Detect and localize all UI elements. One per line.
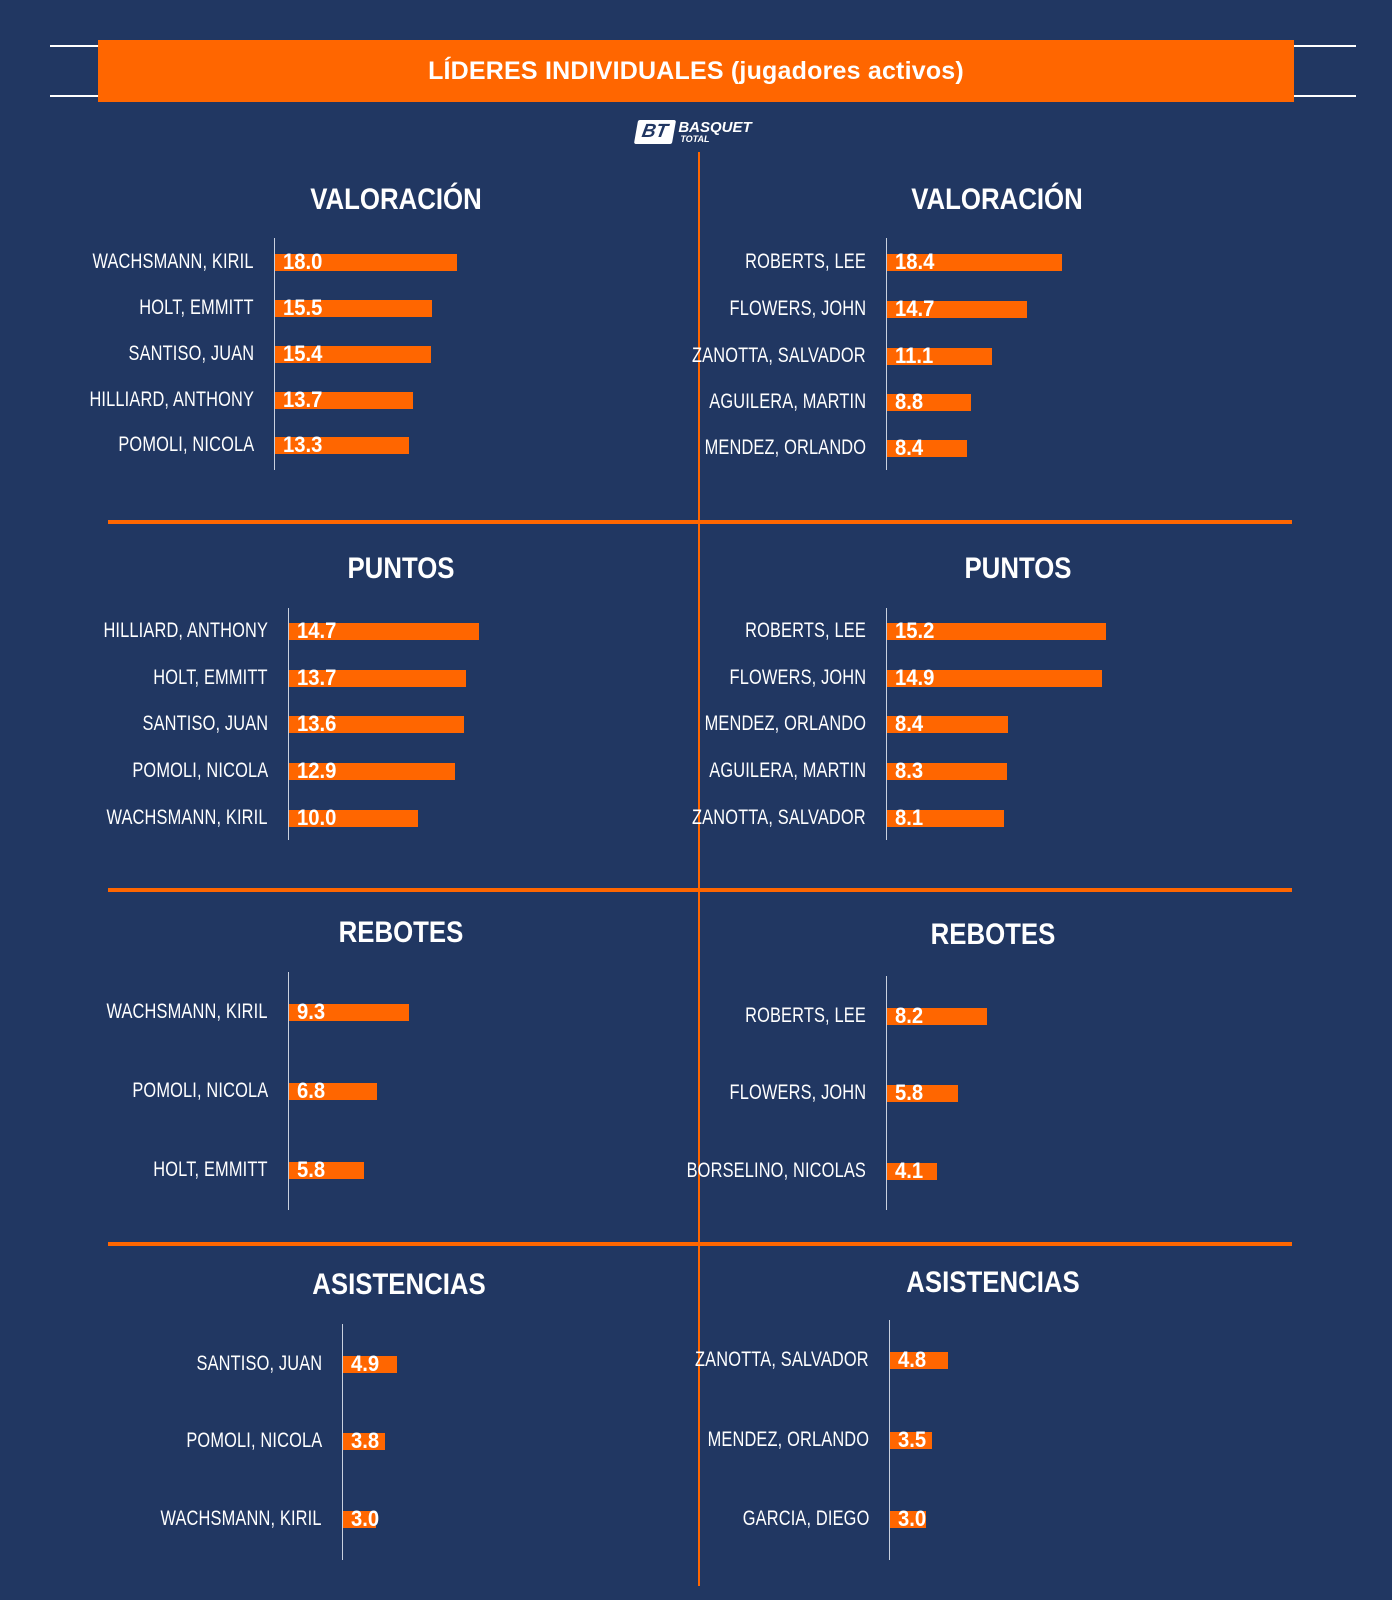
stat-value: 18.0 [283,249,323,274]
player-name: ZANOTTA, SALVADOR [692,344,866,367]
chart-title: REBOTES [338,916,464,949]
player-name: HILLIARD, ANTHONY [89,388,254,411]
player-name: POMOLI, NICOLA [132,1079,268,1102]
player-name: SANTISO, JUAN [128,342,254,365]
stat-value: 8.2 [895,1003,924,1028]
player-name: FLOWERS, JOHN [729,297,866,320]
player-name: HOLT, EMMITT [153,1158,268,1181]
stat-value: 13.7 [283,387,323,412]
stat-value: 8.4 [895,711,924,736]
player-name: ZANOTTA, SALVADOR [692,806,866,829]
stat-value: 3.8 [351,1428,380,1453]
player-name: MENDEZ, ORLANDO [704,712,866,735]
stat-value: 15.5 [283,295,323,320]
chart-title: REBOTES [930,918,1056,951]
logo-word-total: TOTAL [680,134,710,144]
chart-title: VALORACIÓN [911,183,1083,216]
page-title-text: LÍDERES INDIVIDUALES (jugadores activos) [428,56,964,85]
stat-value: 8.1 [895,805,924,830]
player-name: HOLT, EMMITT [153,666,268,689]
player-name: FLOWERS, JOHN [729,666,866,689]
player-name: POMOLI, NICOLA [118,433,254,456]
stat-value: 4.9 [351,1351,380,1376]
stat-value: 8.8 [895,389,924,414]
player-name: POMOLI, NICOLA [186,1429,322,1452]
player-name: WACHSMANN, KIRIL [160,1507,322,1530]
stat-value: 13.6 [297,711,337,736]
player-name: HILLIARD, ANTHONY [103,619,268,642]
player-name: GARCIA, DIEGO [742,1507,869,1530]
stat-value: 13.7 [297,665,337,690]
stat-value: 12.9 [297,758,337,783]
stat-value: 13.3 [283,432,323,457]
player-name: ROBERTS, LEE [745,250,866,273]
stat-value: 4.8 [898,1347,927,1372]
stat-value: 10.0 [297,805,337,830]
stat-value: 14.9 [895,665,935,690]
player-name: SANTISO, JUAN [196,1352,322,1375]
player-name: WACHSMANN, KIRIL [92,250,254,273]
stat-value: 3.0 [351,1506,380,1531]
chart-title: VALORACIÓN [310,183,482,216]
stat-value: 3.0 [898,1506,927,1531]
stat-value: 8.4 [895,435,924,460]
stat-value: 5.8 [895,1080,924,1105]
player-name: ROBERTS, LEE [745,1004,866,1027]
stat-value: 4.1 [895,1158,924,1183]
stat-value: 15.2 [895,618,935,643]
chart-title: ASISTENCIAS [312,1268,486,1301]
stat-value: 14.7 [297,618,337,643]
player-name: ROBERTS, LEE [745,619,866,642]
player-name: MENDEZ, ORLANDO [707,1428,869,1451]
stat-value: 14.7 [895,296,935,321]
player-name: MENDEZ, ORLANDO [704,436,866,459]
stat-value: 3.5 [898,1427,927,1452]
player-name: BORSELINO, NICOLAS [686,1159,866,1182]
stat-value: 15.4 [283,341,323,366]
stat-value: 8.3 [895,758,924,783]
player-name: WACHSMANN, KIRIL [106,1000,268,1023]
player-name: FLOWERS, JOHN [729,1081,866,1104]
chart-title: PUNTOS [347,552,455,585]
chart-title: ASISTENCIAS [906,1266,1080,1299]
stat-value: 18.4 [895,249,935,274]
player-name: HOLT, EMMITT [139,296,254,319]
player-name: SANTISO, JUAN [142,712,268,735]
stat-value: 6.8 [297,1078,326,1103]
stat-value: 11.1 [895,343,934,368]
player-name: AGUILERA, MARTIN [709,390,866,413]
logo-word-basquet: BASQUET [678,119,752,136]
player-name: POMOLI, NICOLA [132,759,268,782]
chart-title: PUNTOS [964,552,1072,585]
player-name: WACHSMANN, KIRIL [106,806,268,829]
player-name: ZANOTTA, SALVADOR [695,1348,869,1371]
player-name: AGUILERA, MARTIN [709,759,866,782]
logo-badge: BT [634,120,677,144]
stat-value: 5.8 [297,1157,326,1182]
stat-value: 9.3 [297,999,326,1024]
